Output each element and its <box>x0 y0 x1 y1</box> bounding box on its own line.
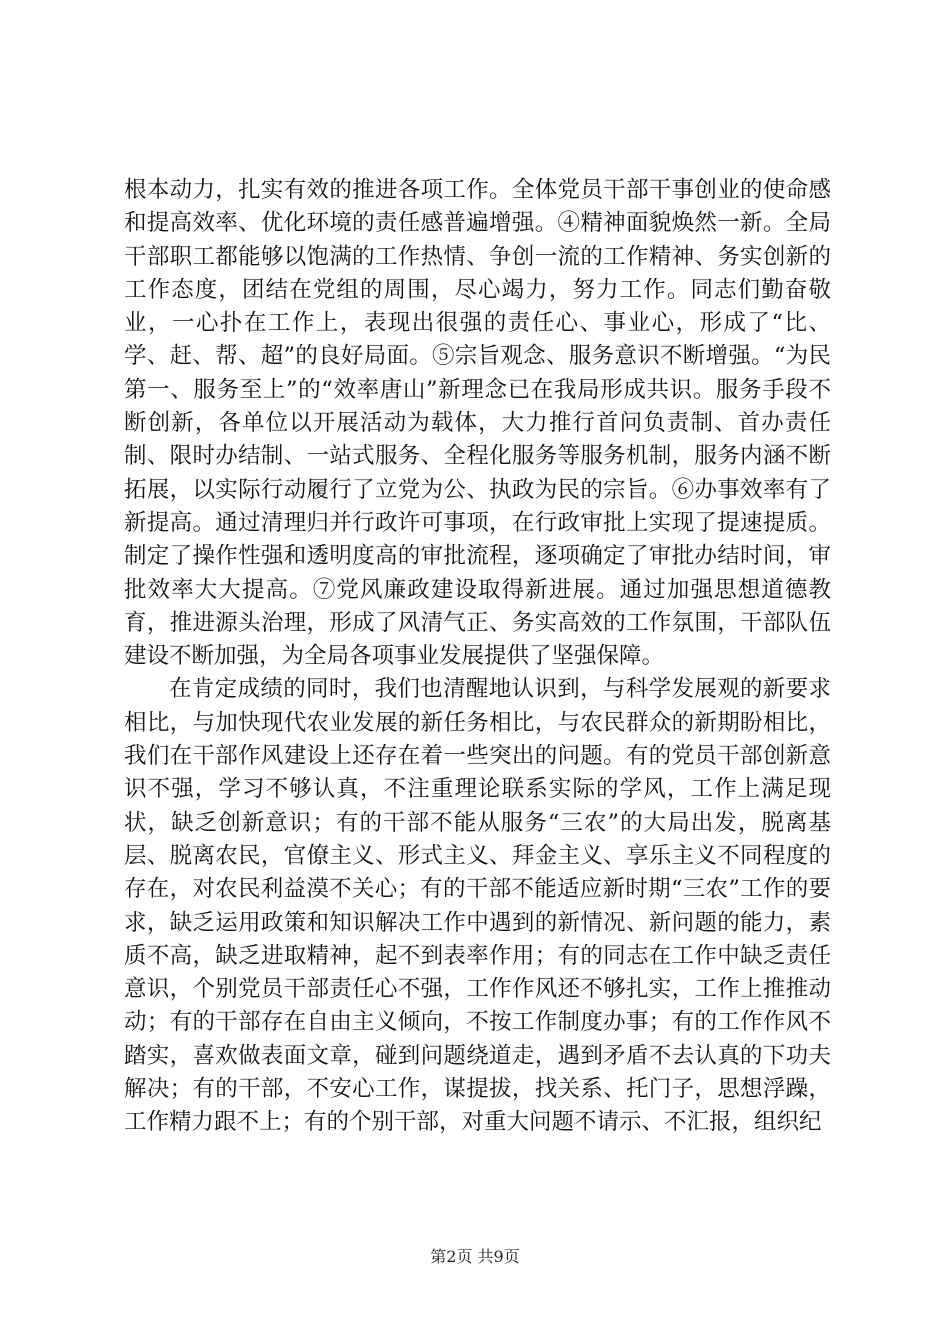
document-body <box>124 174 831 1140</box>
paragraph-2: 在肯定成绩的同时，我们也清醒地认识到，与科学发展观的新要求相比，与加快现代农业发展的新任务相比，与农民群众的新期盼相比，我们在干部作风建设上还存在着一些突出的问题。有的党员干部创新意识不强，学习不够认真，不注重理论联系实际的学风，工作上满足现状，缺乏创新意识；有的干部不能从服务“三农”的大局出发，脱离基层、脱离农民，官僚主义、形式主义、拜金主义、享乐主义不同程度的存在，对农民利益漠不关心；有的干部不能适应新时期“三农”工作的要求，缺乏运用政策和知识解决工作中遇到的新情况、新问题的能力，素质不高，缺乏进取精神，起不到表率作用；有的同志在工作中缺乏责任意识，个别党员干部责任心不强，工作作风还不够扎实，工作上推推动动；有的干部存在自由主义倾向，不按工作制度办事；有的工作作风不踏实，喜欢做表面文章，碰到问题绕道走，遇到矛盾不去认真的下功夫解决；有的干部，不安心工作，谋提拔，找关系、托门子，思想浮躁，工作精力跟不上；有的个别干部，对重大问题不请示、不汇报，组织纪 <box>124 676 831 1136</box>
page-footer: 第2页 共9页 <box>430 1247 520 1266</box>
paragraph-1: 根本动力，扎实有效的推进各项工作。全体党员干部干事创业的使命感和提高效率、优化环境的责任感普遍增强。④精神面貌焕然一新。全局干部职工都能够以饱满的工作热情、争创一流的工作精神、务实创新的工作态度，团结在党组的周围，尽心竭力，努力工作。同志们勤奋敬业，一心扑在工作上，表现出很强的责任心、事业心，形成了“比、学、赶、帮、超”的良好局面。⑤宗旨观念、服务意识不断增强。“为民第一、服务至上”的“效率唐山”新理念已在我局形成共识。服务手段不断创新，各单位以开展活动为载体，大力推行首问负责制、首办责任制、限时办结制、一站式服务、全程化服务等服务机制，服务内涵不断拓展，以实际行动履行了立党为公、执政为民的宗旨。⑥办事效率有了新提高。通过清理归并行政许可事项，在行政审批上实现了提速提质。制定了操作性强和透明度高的审批流程，逐项确定了审批办结时间，审批效率大大提高。⑦党风廉政建设取得新进展。通过加强思想道德教育，推进源头治理，形成了风清气正、务实高效的工作氛围，干部队伍建设不断加强，为全局各项事业发展提供了坚强保障。 <box>124 177 831 670</box>
